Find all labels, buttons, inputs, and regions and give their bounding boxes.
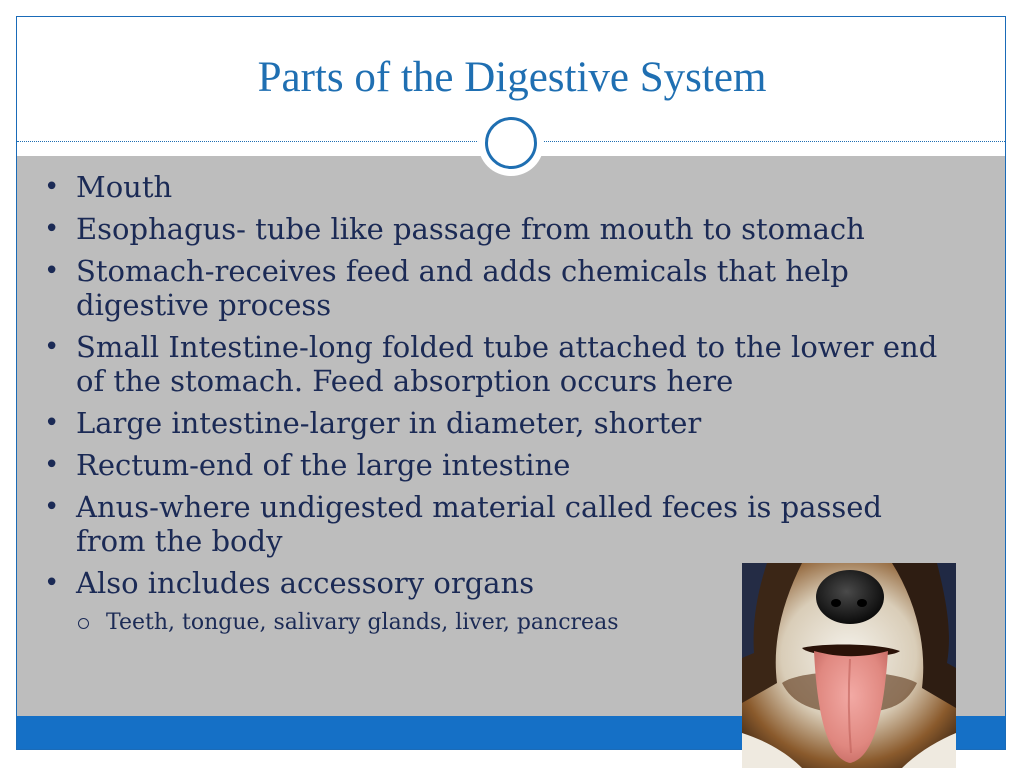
dog-tongue-photo-icon — [742, 563, 956, 768]
bullet-mouth: • Mouth — [44, 170, 944, 204]
bullet-small-intestine: • Small Intestine-long folded tube attached to the lower end of the stomach. Feed absorption occurs here — [44, 330, 944, 398]
sub-bullet-accessory-list: Teeth, tongue, salivary glands, liver, pancreas — [44, 608, 944, 638]
bullet-esophagus: • Esophagus- tube like passage from mouth to stomach — [44, 212, 944, 246]
slide-title: Parts of the Digestive System — [257, 54, 767, 101]
dog-photo — [742, 563, 956, 768]
bullet-stomach: • Stomach-receives feed and adds chemicals that help digestive process — [44, 254, 944, 322]
bullet-rectum: • Rectum-end of the large intestine — [44, 448, 944, 482]
circle-ornament-icon — [478, 110, 544, 176]
bullet-accessory-organs: • Also includes accessory organs — [44, 566, 944, 600]
bullet-anus: • Anus-where undigested material called feces is passed from the body — [44, 490, 944, 558]
bullet-large-intestine: • Large intestine-larger in diameter, shorter — [44, 406, 944, 440]
